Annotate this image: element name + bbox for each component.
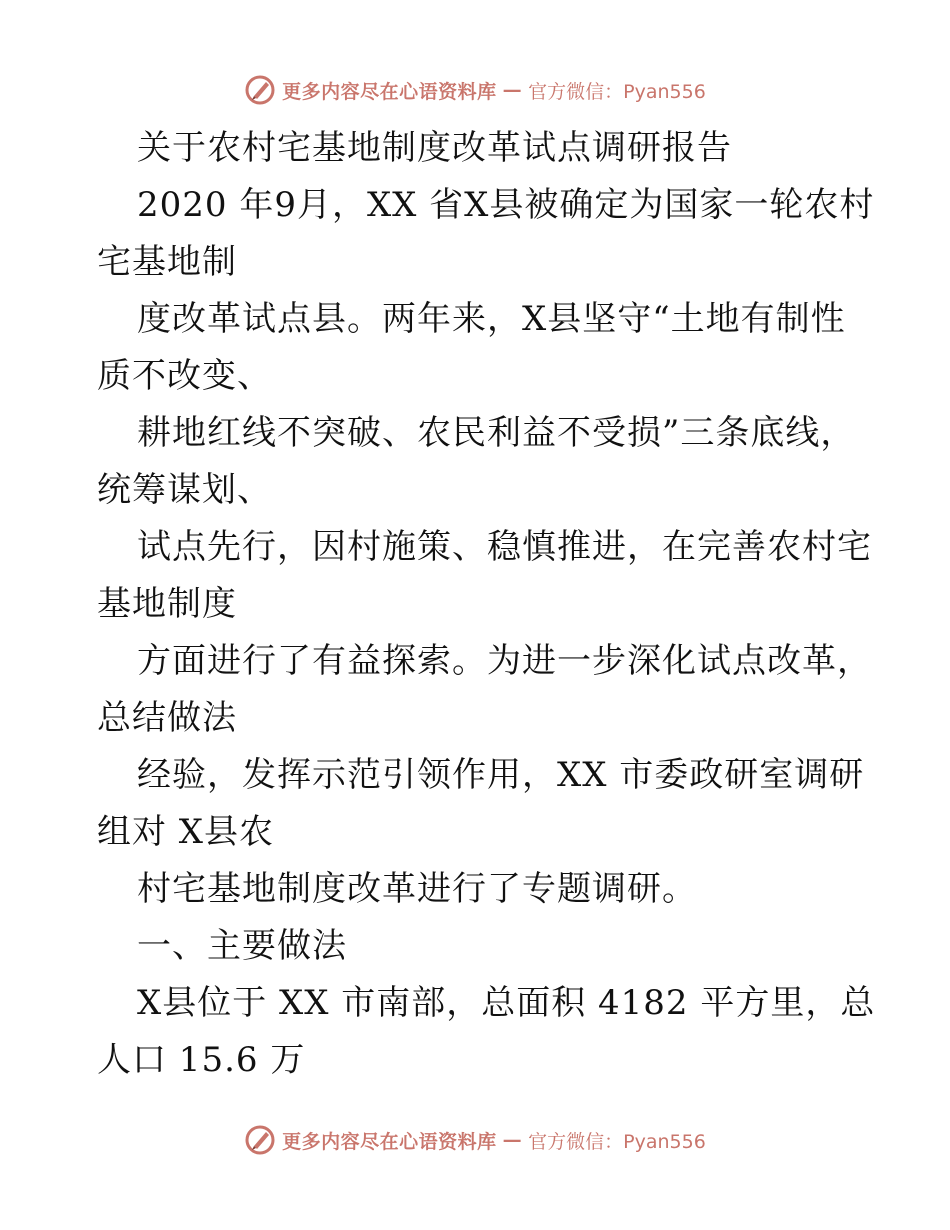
paragraph-line: 人口 15.6 万 xyxy=(97,1040,306,1080)
paragraph-line: 试点先行，因村施策、稳慎推进，在完善农村宅 xyxy=(137,527,872,567)
paragraph-line: X县位于 XX 市南部，总面积 4182 平方里，总 xyxy=(137,983,876,1023)
paragraph-line: 耕地红线不突破、农民利益不受损”三条底线， xyxy=(137,413,856,453)
watermark-main-text: 更多内容尽在心语资料库 xyxy=(282,1130,497,1153)
paragraph-line: 经验，发挥示范引领作用，XX 市委政研室调研 xyxy=(137,755,865,795)
paragraph-line: 村宅基地制度改革进行了专题调研。 xyxy=(137,869,697,909)
paragraph-line: 基地制度 xyxy=(97,584,237,624)
watermark-main-text: 更多内容尽在心语资料库 xyxy=(282,80,497,103)
document-body xyxy=(97,120,876,1089)
paragraph-line: 度改革试点县。两年来，X县坚守“土地有制性 xyxy=(137,299,846,339)
document-title: 关于农村宅基地制度改革试点调研报告 xyxy=(137,128,732,168)
watermark-separator: — xyxy=(502,79,523,101)
watermark-contact-text: 官方微信：Pyan556 xyxy=(528,1130,706,1153)
paragraph-line: 2020 年9月，XX 省X县被确定为国家一轮农村 xyxy=(137,185,875,225)
paragraph-line: 组对 X县农 xyxy=(97,812,275,852)
paragraph-line: 统筹谋划、 xyxy=(97,470,272,510)
paragraph-line: 方面进行了有益探索。为进一步深化试点改革， xyxy=(137,641,872,681)
paragraph-line: 宅基地制 xyxy=(97,242,237,282)
paragraph-line: 总结做法 xyxy=(97,698,237,738)
pen-logo-icon xyxy=(244,1124,276,1156)
footer-watermark xyxy=(0,1120,950,1160)
watermark-contact-text: 官方微信：Pyan556 xyxy=(528,80,706,103)
pen-logo-icon xyxy=(244,74,276,106)
paragraph-line: 质不改变、 xyxy=(97,356,272,396)
watermark-separator: — xyxy=(502,1129,523,1151)
header-watermark xyxy=(0,70,950,110)
section-heading: 一、主要做法 xyxy=(137,926,347,966)
